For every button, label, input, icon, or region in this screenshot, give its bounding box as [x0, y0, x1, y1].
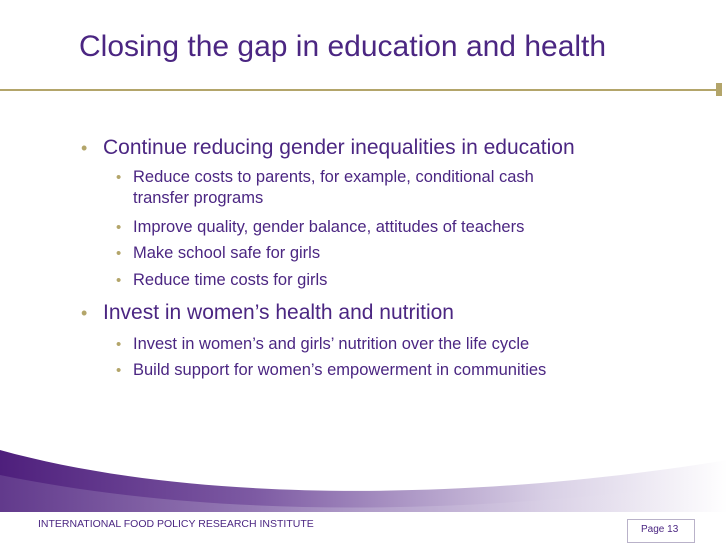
bullet-health: • Invest in women’s health and nutrition [81, 301, 454, 324]
sub-bullet-nutrition: • Invest in women’s and girls’ nutrition over the life cycle [116, 335, 530, 353]
bullet-education: • Continue reducing gender inequalities in education [81, 136, 575, 159]
sub-bullet-quality: • Improve quality, gender balance, attitudes of teachers [116, 218, 525, 236]
page-number-box [627, 519, 695, 543]
footer-organization: INTERNATIONAL FOOD POLICY RESEARCH INSTITUTE [38, 518, 314, 530]
sub-bullet-safe-school: • Make school safe for girls [116, 244, 321, 262]
footer [0, 512, 728, 546]
sub-bullet-empowerment: • Build support for women’s empowerment in communities [116, 361, 547, 379]
slide-title: Closing the gap in education and health [79, 30, 607, 63]
sub-bullet-costs-continued: transfer programs [133, 189, 264, 207]
sub-bullet-time-costs: • Reduce time costs for girls [116, 271, 328, 289]
decorative-swoosh [0, 380, 728, 520]
page-number: Page 13 [641, 524, 679, 535]
sub-bullet-costs: • Reduce costs to parents, for example, conditional cash [116, 168, 534, 186]
